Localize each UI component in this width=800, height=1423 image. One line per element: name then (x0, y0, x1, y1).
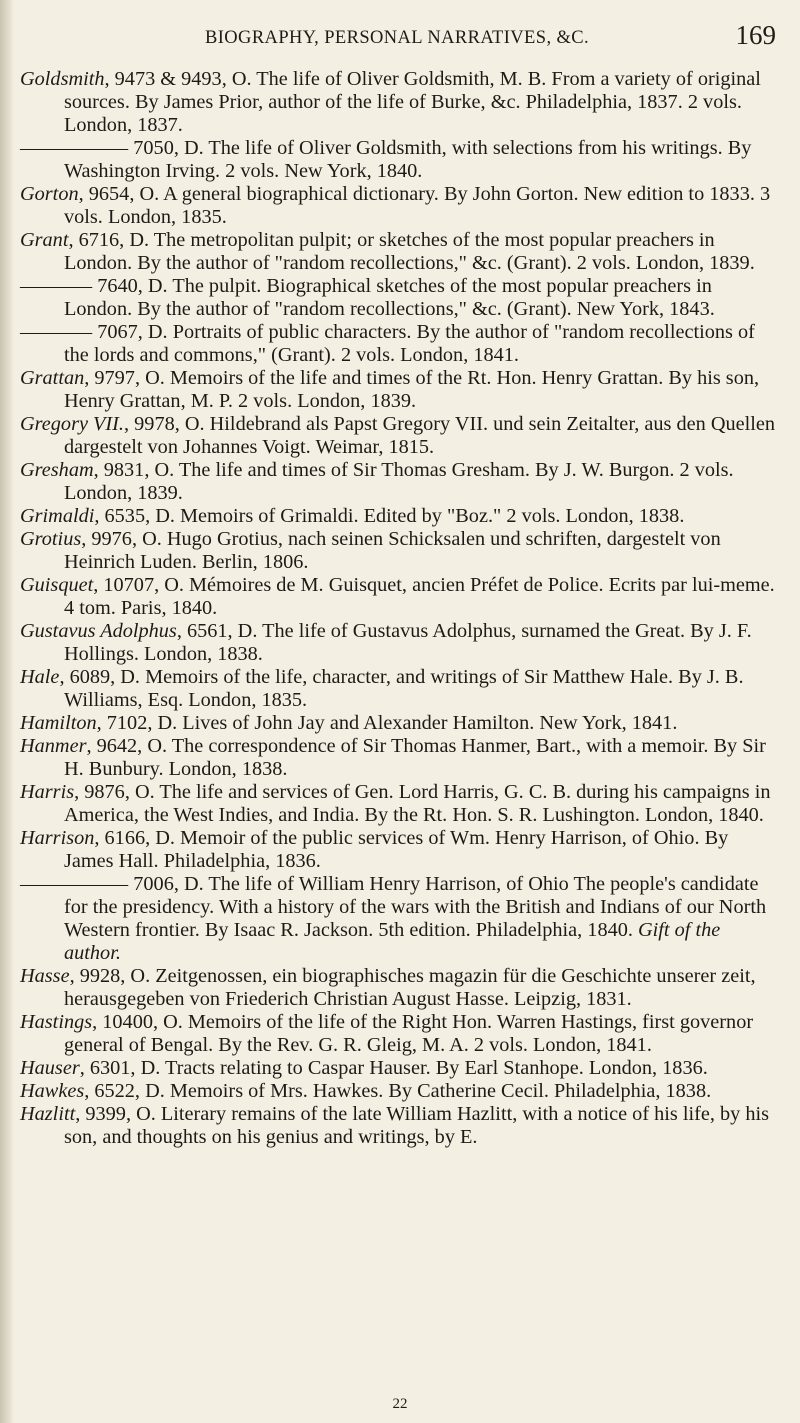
entry-subject: ———— (20, 275, 93, 297)
entry-subject: Grant (20, 229, 69, 251)
catalogue-entry (14, 459, 782, 505)
entry-description: , 10400, O. Memoirs of the life of the Right Hon. Warren Hastings, first governor general of Bengal. By the Rev. G. R. Gleig, M. A. 2 vols. London, 1841. (64, 1011, 754, 1056)
entry-subject: Hasse (20, 965, 70, 987)
entry-description: , 6301, D. Tracts relating to Caspar Hauser. By Earl Stanhope. London, 1836. (79, 1057, 708, 1079)
entry-description: , 7102, D. Lives of John Jay and Alexander Hamilton. New York, 1841. (96, 712, 678, 734)
entry-description: , 9642, O. The correspondence of Sir Thomas Hanmer, Bart., with a memoir. By Sir H. Bunbury. London, 1838. (64, 735, 766, 780)
entry-description: , 9978, O. Hildebrand als Papst Gregory VII. und sein Zeitalter, aus den Quellen dargestelt von Johannes Voigt. Weimar, 1815. (64, 413, 776, 458)
entry-subject: Gorton (20, 183, 79, 205)
catalogue-entry (14, 827, 782, 873)
catalogue-entries (14, 68, 782, 1149)
entry-description: 7006, D. The life of William Henry Harrison, of Ohio The people's candidate for the presidency. With a history of the wars with the British and Indians of our North Western frontier. By Isaac R. Jackson. 5th edition. Philadelphia, 1840. (64, 873, 767, 941)
entry-description: 7050, D. The life of Oliver Goldsmith, with selections from his writings. By Washington Irving. 2 vols. New York, 1840. (64, 137, 752, 182)
catalogue-entry (14, 735, 782, 781)
entry-description: 7067, D. Portraits of public characters. By the author of "random recollections of the lords and commons," (Grant). 2 vols. London, 1841. (64, 321, 755, 366)
entry-subject: Harris (20, 781, 75, 803)
running-head: BIOGRAPHY, PERSONAL NARRATIVES, &C. (205, 28, 590, 48)
catalogue-entry (14, 528, 782, 574)
entry-description: , 10707, O. Mémoires de M. Guisquet, ancien Préfet de Police. Ecrits par lui-meme. 4 tom. Paris, 1840. (64, 574, 775, 619)
entry-description: , 9831, O. The life and times of Sir Thomas Gresham. By J. W. Burgon. 2 vols. London, 1839. (64, 459, 734, 504)
catalogue-entry (14, 1057, 782, 1080)
entry-description: , 6166, D. Memoir of the public services of Wm. Henry Harrison, of Ohio. By James Hall. Philadelphia, 1836. (64, 827, 729, 872)
entry-subject: Gustavus Adolphus (20, 620, 177, 642)
catalogue-entry (14, 666, 782, 712)
page-number: 169 (735, 20, 776, 50)
catalogue-entry (14, 873, 782, 965)
entry-description: , 9976, O. Hugo Grotius, nach seinen Schicksalen und schriften, dargestelt von Heinrich Luden. Berlin, 1806. (64, 528, 721, 573)
entry-description: 7640, D. The pulpit. Biographical sketches of the most popular preachers in London. By the author of "random recollections," &c. (Grant). New York, 1843. (64, 275, 715, 320)
entry-subject: Guisquet (20, 574, 94, 596)
entry-description: , 9876, O. The life and services of Gen. Lord Harris, G. C. B. during his campaigns in America, the West Indies, and India. By the Rt. Hon. S. R. Lushington. London, 1840. (64, 781, 771, 826)
entry-subject: Gregory VII. (20, 413, 125, 435)
signature-mark: 22 (392, 1396, 408, 1412)
catalogue-entry (14, 413, 782, 459)
entry-subject: ———— (20, 321, 93, 343)
entry-subject: Hawkes (20, 1080, 85, 1102)
entry-subject: Hastings (20, 1011, 93, 1033)
entry-description: , 6535, D. Memoirs of Grimaldi. Edited by "Boz." 2 vols. London, 1838. (94, 505, 685, 527)
entry-subject: Hanmer (20, 735, 87, 757)
catalogue-entry (14, 965, 782, 1011)
entry-note: Gift of the author. (64, 919, 721, 964)
entry-subject: Hamilton (20, 712, 97, 734)
entry-subject: Goldsmith (20, 68, 105, 90)
entry-description: , 6716, D. The metropolitan pulpit; or sketches of the most popular preachers in London. By the author of "random recollections," &c. (Grant). 2 vols. London, 1839. (64, 229, 755, 274)
catalogue-entry (14, 505, 782, 528)
entry-subject: Hauser (20, 1057, 80, 1079)
entry-description: , 9654, O. A general biographical dictionary. By John Gorton. New edition to 1833. 3 vols. London, 1835. (64, 183, 771, 228)
entry-description: , 9473 & 9493, O. The life of Oliver Goldsmith, M. B. From a variety of original sources. By James Prior, author of the life of Burke, &c. Philadelphia, 1837. 2 vols. London, 1837. (64, 68, 761, 136)
catalogue-entry (14, 367, 782, 413)
entry-subject: Harrison (20, 827, 95, 849)
entry-description: , 9797, O. Memoirs of the life and times of the Rt. Hon. Henry Grattan. By his son, Henry Grattan, M. P. 2 vols. London, 1839. (64, 367, 760, 412)
catalogue-entry (14, 275, 782, 321)
entry-description: , 9399, O. Literary remains of the late William Hazlitt, with a notice of his life, by his son, and thoughts on his genius and writings, by E. (64, 1103, 770, 1148)
catalogue-entry (14, 712, 782, 735)
catalogue-entry (14, 229, 782, 275)
catalogue-entry (14, 1011, 782, 1057)
catalogue-entry (14, 137, 782, 183)
entry-description: , 6089, D. Memoirs of the life, character, and writings of Sir Matthew Hale. By J. B. Williams, Esq. London, 1835. (59, 666, 744, 711)
entry-subject: —————— (20, 137, 129, 159)
catalogue-entry (14, 321, 782, 367)
catalogue-entry (14, 68, 782, 137)
entry-description: , 9928, O. Zeitgenossen, ein biographisches magazin für die Geschichte unserer zeit, herausgegeben von Friederich Christian August Hasse. Leipzig, 1831. (64, 965, 756, 1010)
entry-description: , 6522, D. Memoirs of Mrs. Hawkes. By Catherine Cecil. Philadelphia, 1838. (84, 1080, 712, 1102)
entry-subject: Hale (20, 666, 60, 688)
entry-subject: —————— (20, 873, 129, 895)
book-spine-shadow (0, 0, 14, 1423)
entry-subject: Grattan (20, 367, 85, 389)
catalogue-entry (14, 1080, 782, 1103)
catalogue-entry (14, 574, 782, 620)
entry-subject: Gresham (20, 459, 94, 481)
entry-description: , 6561, D. The life of Gustavus Adolphus, surnamed the Great. By J. F. Hollings. London, 1838. (64, 620, 752, 665)
catalogue-entry (14, 1103, 782, 1149)
catalogue-entry (14, 620, 782, 666)
catalogue-entry (14, 183, 782, 229)
entry-subject: Grimaldi (20, 505, 95, 527)
catalogue-entry (14, 781, 782, 827)
entry-subject: Hazlitt (20, 1103, 76, 1125)
entry-subject: Grotius (20, 528, 82, 550)
page-header (0, 16, 800, 56)
